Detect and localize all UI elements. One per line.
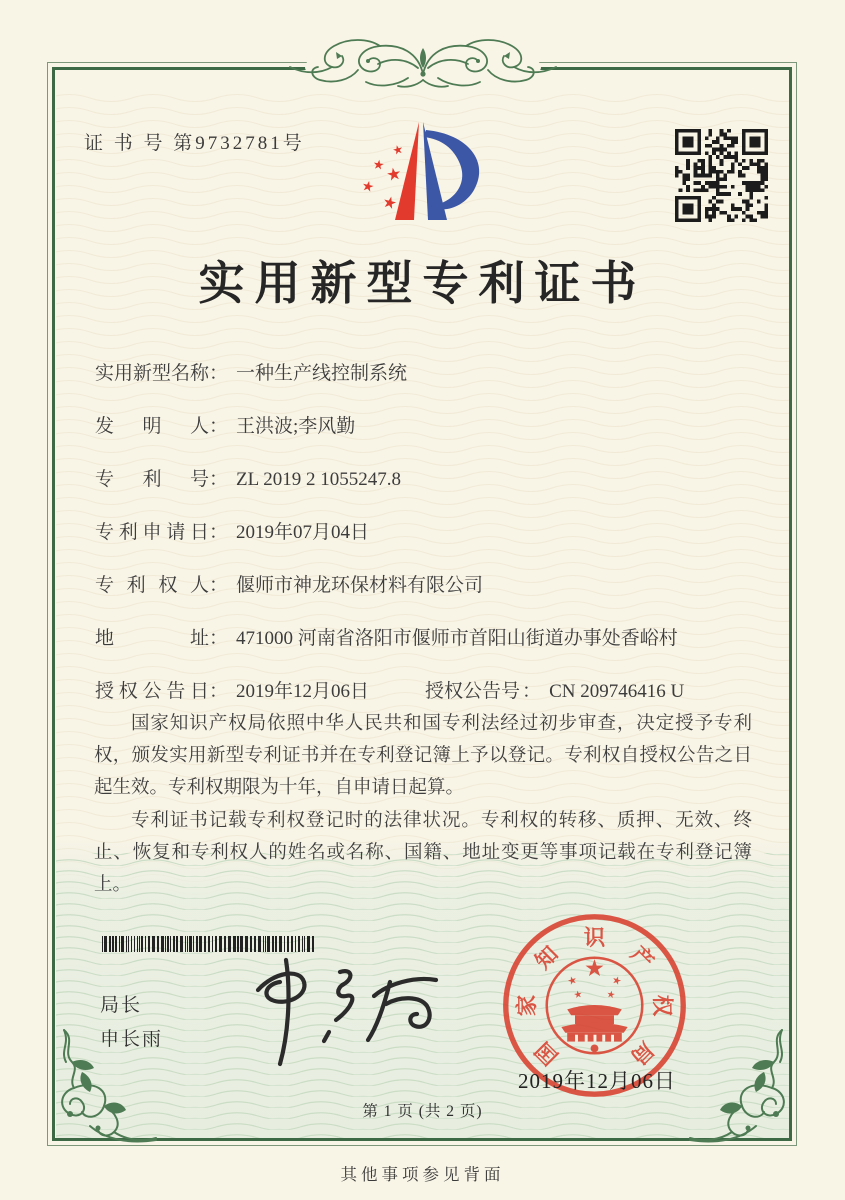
top-border-ornament bbox=[278, 34, 568, 96]
legal-text bbox=[94, 708, 752, 901]
svg-text:国: 国 bbox=[530, 1037, 563, 1070]
field-label: 发明人 bbox=[95, 416, 209, 437]
legal-paragraph-1: 国家知识产权局依照中华人民共和国专利法经过初步审查，决定授予专利权，颁发实用新型专利证书并在专利登记簿上予以登记。专利权自授权公告之日起生效。专利权期限为十年，自申请日起算。 bbox=[94, 714, 752, 799]
field-label: 专利号 bbox=[95, 469, 209, 490]
field-row-3: 专利申请日： 2019年07月04日 bbox=[95, 517, 755, 538]
signature-shen-changyu bbox=[228, 942, 448, 1072]
field-value: 王洪波;李风勤 bbox=[236, 416, 356, 437]
field-label: 专利权人 bbox=[95, 575, 209, 596]
legal-paragraph-2: 专利证书记载专利权登记时的法律状况。专利权的转移、质押、无效、终止、恢复和专利权人的姓名或名称、国籍、地址变更等事项记载在专利登记簿上。 bbox=[94, 810, 752, 895]
svg-text:★: ★ bbox=[584, 954, 605, 983]
page-number: 第 1 页 (共 2 页) bbox=[362, 1103, 483, 1120]
field-row-0: 实用新型名称： 一种生产线控制系统 bbox=[95, 358, 755, 379]
qr-code bbox=[675, 129, 768, 222]
svg-text:★: ★ bbox=[610, 972, 624, 989]
svg-text:★: ★ bbox=[360, 177, 376, 197]
svg-text:★: ★ bbox=[605, 989, 617, 1002]
field-value: ZL 2019 2 1055247.8 bbox=[236, 469, 402, 490]
field-row-1: 发明人： 王洪波;李风勤 bbox=[95, 411, 755, 432]
field-value: 471000 河南省洛阳市偃师市首阳山街道办事处香峪村 bbox=[236, 628, 678, 649]
cnipa-logo bbox=[352, 118, 522, 233]
back-side-note: 其他事项参见背面 bbox=[340, 1165, 505, 1184]
certificate-title: 实用新型专利证书 bbox=[198, 258, 647, 309]
svg-text:★: ★ bbox=[384, 163, 404, 187]
field-value: 一种生产线控制系统 bbox=[236, 363, 408, 384]
field-row-5: 地址： 471000 河南省洛阳市偃师市首阳山街道办事处香峪村 bbox=[95, 623, 755, 644]
svg-text:★: ★ bbox=[572, 989, 584, 1002]
svg-text:★: ★ bbox=[380, 191, 400, 214]
grant-no-value: CN 209746416 U bbox=[549, 681, 685, 702]
svg-text:权: 权 bbox=[649, 994, 674, 1017]
svg-text:识: 识 bbox=[583, 926, 606, 951]
grant-date-label: 授权公告日 bbox=[95, 681, 209, 702]
corner-ornament-right bbox=[686, 1028, 796, 1152]
field-value: 2019年07月04日 bbox=[236, 522, 370, 543]
grant-date-value: 2019年12月06日 bbox=[236, 681, 370, 702]
grant-row: 授权公告日： 2019年12月06日 授权公告号 ： CN 209746416 U bbox=[95, 676, 684, 703]
field-list bbox=[95, 358, 755, 676]
grant-no-label: 授权公告号 bbox=[425, 681, 521, 702]
svg-text:★: ★ bbox=[390, 141, 405, 158]
field-label: 专利申请日 bbox=[95, 522, 209, 543]
field-value: 偃师市神龙环保材料有限公司 bbox=[236, 575, 484, 596]
svg-text:知: 知 bbox=[530, 941, 563, 974]
officer-title: 局长 bbox=[100, 995, 143, 1016]
officer-name: 申长雨 bbox=[100, 1029, 164, 1050]
seal-date: 2019年12月06日 bbox=[518, 1069, 676, 1093]
field-label: 地址 bbox=[95, 628, 209, 649]
svg-text:局: 局 bbox=[626, 1037, 659, 1070]
svg-text:产: 产 bbox=[626, 941, 659, 974]
svg-text:★: ★ bbox=[371, 157, 386, 174]
svg-text:★: ★ bbox=[565, 972, 579, 989]
svg-text:家: 家 bbox=[515, 994, 540, 1017]
field-row-4: 专利权人： 偃师市神龙环保材料有限公司 bbox=[95, 570, 755, 591]
field-row-2: 专利号： ZL 2019 2 1055247.8 bbox=[95, 464, 755, 485]
field-label: 实用新型名称 bbox=[95, 363, 210, 384]
certificate-number: 证 书 号 第9732781号 bbox=[84, 133, 305, 154]
